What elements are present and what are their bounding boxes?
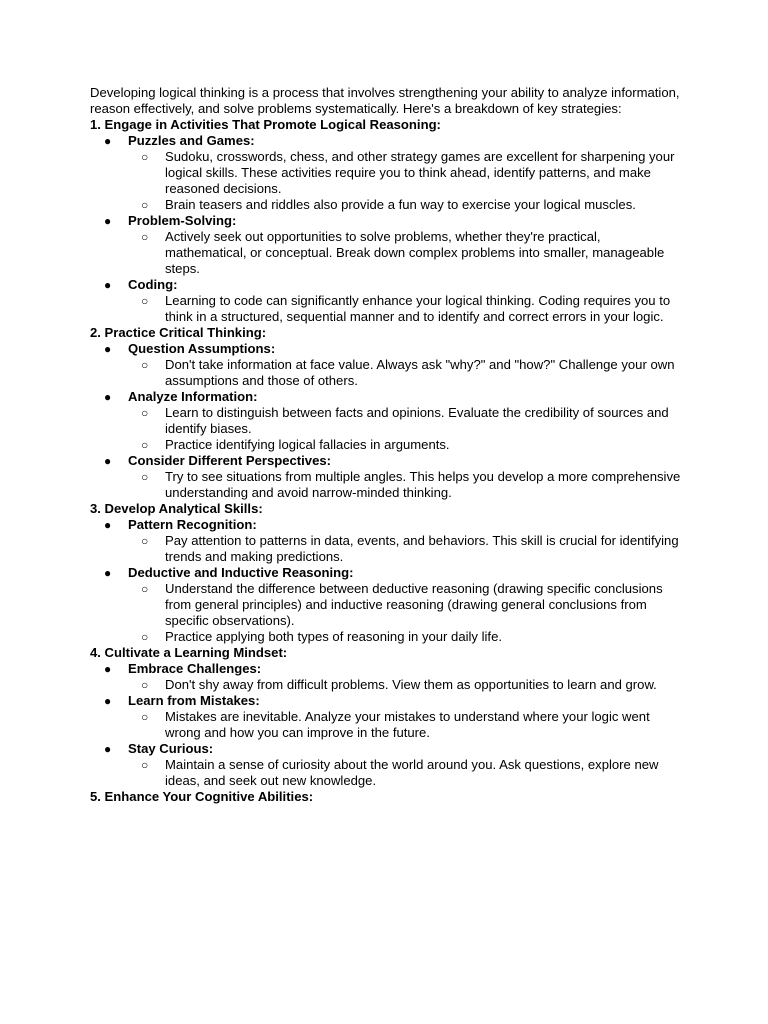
section xyxy=(90,645,682,789)
section xyxy=(90,325,682,501)
list-item-label: Learn from Mistakes: xyxy=(128,693,260,708)
bullet-icon: ● xyxy=(104,662,112,676)
section-heading: 1. Engage in Activities That Promote Logical Reasoning: xyxy=(90,117,441,132)
hollow-bullet-icon: ○ xyxy=(141,678,149,692)
list-item xyxy=(90,517,682,565)
list-item xyxy=(90,341,682,389)
hollow-bullet-icon: ○ xyxy=(141,198,149,212)
sub-list-item xyxy=(90,757,682,789)
bullet-icon: ● xyxy=(104,390,112,404)
bullet-icon: ● xyxy=(104,566,112,580)
hollow-bullet-icon: ○ xyxy=(141,534,149,548)
list-item-label: Analyze Information: xyxy=(128,389,258,404)
list-item-label: Pattern Recognition: xyxy=(128,517,257,532)
list-item-label: Problem-Solving: xyxy=(128,213,237,228)
sub-list-item xyxy=(90,629,682,645)
bullet-icon: ● xyxy=(104,518,112,532)
hollow-bullet-icon: ○ xyxy=(141,630,149,644)
list-item-label: Stay Curious: xyxy=(128,741,214,756)
list-item xyxy=(90,693,682,741)
list-item-label: Consider Different Perspectives: xyxy=(128,453,332,468)
hollow-bullet-icon: ○ xyxy=(141,758,149,772)
hollow-bullet-icon: ○ xyxy=(141,230,149,244)
list-item-label: Deductive and Inductive Reasoning: xyxy=(128,565,354,580)
sub-list-item-text: Actively seek out opportunities to solve problems, whether they're practical, mathematical, or conceptual. Break down complex problems into smaller, manageable steps. xyxy=(165,229,665,276)
sub-list-item xyxy=(90,149,682,197)
list-item-label: Question Assumptions: xyxy=(128,341,276,356)
sub-list-item-text: Pay attention to patterns in data, events, and behaviors. This skill is crucial for identifying trends and making predictions. xyxy=(165,533,679,564)
hollow-bullet-icon: ○ xyxy=(141,470,149,484)
hollow-bullet-icon: ○ xyxy=(141,582,149,596)
sub-list-item xyxy=(90,677,682,693)
sub-list-item-text: Brain teasers and riddles also provide a fun way to exercise your logical muscles. xyxy=(165,197,636,212)
bullet-icon: ● xyxy=(104,742,112,756)
sub-list-item-text: Mistakes are inevitable. Analyze your mistakes to understand where your logic went wrong and how you can improve in the future. xyxy=(165,709,650,740)
sub-list-item xyxy=(90,405,682,437)
sub-list-item-text: Understand the difference between deductive reasoning (drawing specific conclusions from general principles) and inductive reasoning (drawing general conclusions from specific observations). xyxy=(165,581,663,628)
list-item-label: Coding: xyxy=(128,277,178,292)
sub-list-item-text: Don't shy away from difficult problems. View them as opportunities to learn and grow. xyxy=(165,677,657,692)
sub-list-item xyxy=(90,533,682,565)
sub-list-item-text: Maintain a sense of curiosity about the world around you. Ask questions, explore new ideas, and seek out new knowledge. xyxy=(165,757,659,788)
sub-list-item xyxy=(90,709,682,741)
list-item-label: Embrace Challenges: xyxy=(128,661,262,676)
bullet-icon: ● xyxy=(104,278,112,292)
sub-list-item xyxy=(90,469,682,501)
hollow-bullet-icon: ○ xyxy=(141,294,149,308)
list-item xyxy=(90,453,682,501)
sub-list-item-text: Sudoku, crosswords, chess, and other strategy games are excellent for sharpening your logical skills. These activities require you to think ahead, identify patterns, and make reasoned decisions. xyxy=(165,149,675,196)
list-item xyxy=(90,565,682,645)
bullet-icon: ● xyxy=(104,134,112,148)
list-item xyxy=(90,133,682,213)
bullet-icon: ● xyxy=(104,694,112,708)
hollow-bullet-icon: ○ xyxy=(141,710,149,724)
bullet-icon: ● xyxy=(104,454,112,468)
list-item xyxy=(90,389,682,453)
sub-list-item-text: Practice identifying logical fallacies in arguments. xyxy=(165,437,450,452)
sub-list-item xyxy=(90,197,682,213)
section-heading: 2. Practice Critical Thinking: xyxy=(90,325,267,340)
section-heading: 5. Enhance Your Cognitive Abilities: xyxy=(90,789,314,804)
sub-list-item xyxy=(90,357,682,389)
list-item xyxy=(90,741,682,789)
sub-list-item xyxy=(90,581,682,629)
sub-list-item xyxy=(90,293,682,325)
bullet-icon: ● xyxy=(104,214,112,228)
section-heading: 3. Develop Analytical Skills: xyxy=(90,501,263,516)
sub-list-item-text: Learn to distinguish between facts and opinions. Evaluate the credibility of sources and identify biases. xyxy=(165,405,669,436)
sub-list-item xyxy=(90,229,682,277)
sub-list-item-text: Learning to code can significantly enhance your logical thinking. Coding requires you to think in a structured, sequential manner and to identify and correct errors in your logic. xyxy=(165,293,671,324)
sub-list-item-text: Practice applying both types of reasoning in your daily life. xyxy=(165,629,502,644)
hollow-bullet-icon: ○ xyxy=(141,150,149,164)
sub-list-item xyxy=(90,437,682,453)
section xyxy=(90,117,682,325)
intro-paragraph: Developing logical thinking is a process that involves strengthening your ability to analyze information, reason effectively, and solve problems systematically. Here's a breakdown of key strategies: xyxy=(90,85,680,116)
sections-list xyxy=(90,117,682,805)
section-heading: 4. Cultivate a Learning Mindset: xyxy=(90,645,288,660)
list-item xyxy=(90,213,682,277)
bullet-icon: ● xyxy=(104,342,112,356)
section xyxy=(90,789,682,805)
document-body xyxy=(90,85,682,805)
list-item xyxy=(90,277,682,325)
list-item xyxy=(90,661,682,693)
hollow-bullet-icon: ○ xyxy=(141,406,149,420)
list-item-label: Puzzles and Games: xyxy=(128,133,255,148)
section xyxy=(90,501,682,645)
sub-list-item-text: Don't take information at face value. Always ask "why?" and "how?" Challenge your own assumptions and those of others. xyxy=(165,357,675,388)
sub-list-item-text: Try to see situations from multiple angles. This helps you develop a more comprehensive understanding and avoid narrow-minded thinking. xyxy=(165,469,681,500)
hollow-bullet-icon: ○ xyxy=(141,358,149,372)
hollow-bullet-icon: ○ xyxy=(141,438,149,452)
